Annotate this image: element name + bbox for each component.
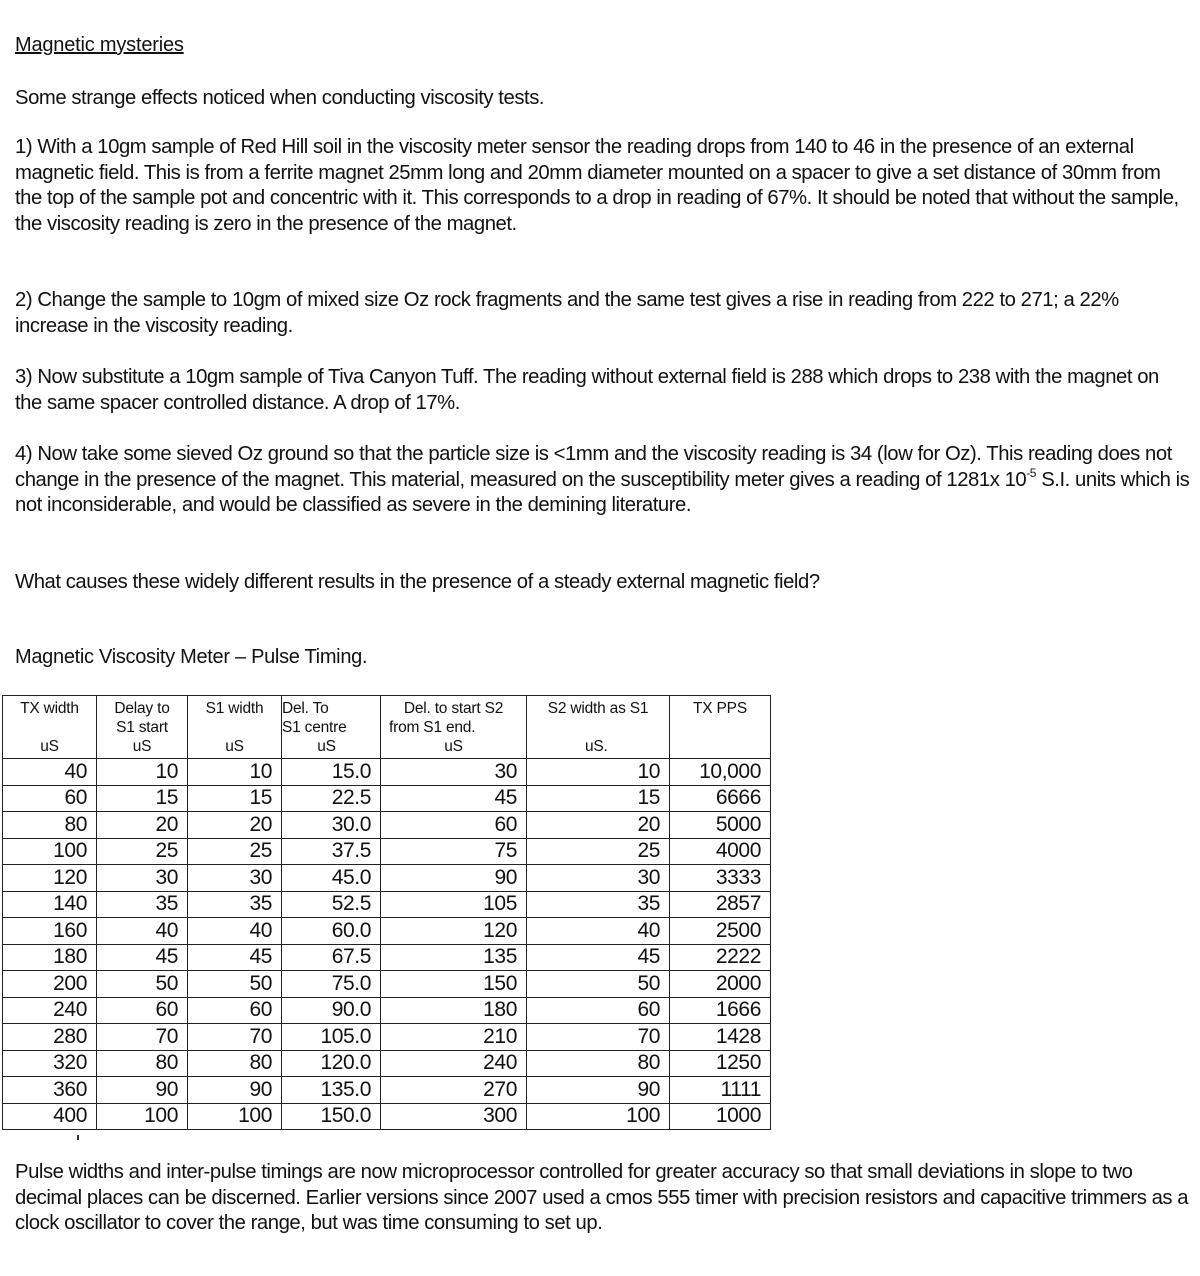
header-del-to-s1-centre: Del. To S1 centre uS	[282, 696, 381, 759]
cell-s1-width: 35	[188, 891, 282, 918]
table-row	[3, 891, 771, 918]
header-delay-to-s1-start: Delay to S1 start uS	[97, 696, 188, 759]
cell-del-to-start-s2: 90	[381, 865, 527, 892]
cell-tx-width: 200	[3, 971, 97, 998]
observation-1: 1) With a 10gm sample of Red Hill soil in the viscosity meter sensor the reading drops from 140 to 46 in the presence of an external magnetic field. This is from a ferrite magnet 25mm long and 20mm diameter mounted on a spacer to give a set distance of 30mm from the top of the sample pot and concentric with it. This corresponds to a drop in reading of 67%. It should be noted that without the sample, the viscosity reading is zero in the presence of the magnet.	[15, 136, 1179, 236]
cell-del-to-s1-centre: 60.0	[282, 918, 381, 945]
table-row	[3, 1050, 771, 1077]
cell-delay-to-s1-start: 40	[97, 918, 188, 945]
cell-del-to-start-s2: 210	[381, 1024, 527, 1051]
cell-s2-width: 50	[527, 971, 670, 998]
cell-tx-width: 360	[3, 1077, 97, 1104]
cell-del-to-start-s2: 75	[381, 838, 527, 865]
cell-s2-width: 70	[527, 1024, 670, 1051]
table-row	[3, 944, 771, 971]
cell-del-to-s1-centre: 135.0	[282, 1077, 381, 1104]
cell-delay-to-s1-start: 30	[97, 865, 188, 892]
cell-tx-width: 140	[3, 891, 97, 918]
cell-del-to-start-s2: 45	[381, 785, 527, 812]
cell-tx-width: 100	[3, 838, 97, 865]
cell-tx-width: 180	[3, 944, 97, 971]
header-s2-width: S2 width as S1 uS.	[527, 696, 670, 759]
cell-s2-width: 90	[527, 1077, 670, 1104]
cell-tx-pps: 2000	[670, 971, 771, 998]
question: What causes these widely different results in the presence of a steady external magnetic field?	[15, 571, 820, 593]
pulse-timing-table	[2, 695, 771, 1130]
cell-s2-width: 20	[527, 812, 670, 839]
cell-s2-width: 40	[527, 918, 670, 945]
cell-s1-width: 100	[188, 1103, 282, 1130]
document-title: Magnetic mysteries	[15, 34, 184, 56]
table-row	[3, 1103, 771, 1130]
table-row	[3, 918, 771, 945]
cell-del-to-start-s2: 270	[381, 1077, 527, 1104]
table-title: Magnetic Viscosity Meter – Pulse Timing.	[15, 646, 368, 668]
cell-tx-width: 400	[3, 1103, 97, 1130]
cell-tx-pps: 1428	[670, 1024, 771, 1051]
cell-tx-width: 160	[3, 918, 97, 945]
cell-s1-width: 50	[188, 971, 282, 998]
cell-tx-pps: 2222	[670, 944, 771, 971]
cell-delay-to-s1-start: 25	[97, 838, 188, 865]
cell-s1-width: 10	[188, 759, 282, 786]
table-row	[3, 812, 771, 839]
cell-del-to-start-s2: 135	[381, 944, 527, 971]
cell-del-to-start-s2: 60	[381, 812, 527, 839]
table-row	[3, 1077, 771, 1104]
cell-del-to-start-s2: 105	[381, 891, 527, 918]
table-row	[3, 971, 771, 998]
cell-tx-pps: 4000	[670, 838, 771, 865]
cell-tx-pps: 5000	[670, 812, 771, 839]
cell-del-to-start-s2: 240	[381, 1050, 527, 1077]
table-row	[3, 759, 771, 786]
cell-del-to-s1-centre: 37.5	[282, 838, 381, 865]
header-tx-pps: TX PPS	[670, 696, 771, 759]
cell-delay-to-s1-start: 60	[97, 997, 188, 1024]
cell-tx-width: 320	[3, 1050, 97, 1077]
cell-del-to-start-s2: 180	[381, 997, 527, 1024]
header-tx-width: TX width uS	[3, 696, 97, 759]
cell-s1-width: 40	[188, 918, 282, 945]
cell-del-to-s1-centre: 120.0	[282, 1050, 381, 1077]
cell-s1-width: 20	[188, 812, 282, 839]
cell-tx-pps: 1250	[670, 1050, 771, 1077]
cell-tx-pps: 1111	[670, 1077, 771, 1104]
cell-s2-width: 100	[527, 1103, 670, 1130]
cell-s2-width: 60	[527, 997, 670, 1024]
table-header-row	[3, 696, 771, 759]
table-row	[3, 865, 771, 892]
cell-tx-pps: 3333	[670, 865, 771, 892]
cell-s2-width: 45	[527, 944, 670, 971]
cell-delay-to-s1-start: 10	[97, 759, 188, 786]
intro-paragraph: Some strange effects noticed when conducting viscosity tests.	[15, 87, 545, 109]
cell-del-to-start-s2: 300	[381, 1103, 527, 1130]
cell-tx-pps: 2500	[670, 918, 771, 945]
cell-delay-to-s1-start: 15	[97, 785, 188, 812]
cell-del-to-s1-centre: 15.0	[282, 759, 381, 786]
observation-4-text: 4) Now take some sieved Oz ground so that the particle size is <1mm and the viscosity reading is 34 (low for Oz). This reading does not change in the presence of the magnet. This material, measured on the susceptibility meter gives a reading of 1281x 10	[15, 443, 1172, 491]
cell-del-to-s1-centre: 45.0	[282, 865, 381, 892]
cell-s1-width: 80	[188, 1050, 282, 1077]
cell-s1-width: 70	[188, 1024, 282, 1051]
cell-tx-width: 240	[3, 997, 97, 1024]
table-row	[3, 838, 771, 865]
observation-4	[15, 442, 1190, 519]
cell-del-to-s1-centre: 67.5	[282, 944, 381, 971]
cell-tx-width: 80	[3, 812, 97, 839]
cell-tx-pps: 10,000	[670, 759, 771, 786]
cell-s2-width: 30	[527, 865, 670, 892]
table-row	[3, 997, 771, 1024]
cell-tx-pps: 6666	[670, 785, 771, 812]
cell-s1-width: 15	[188, 785, 282, 812]
cell-s1-width: 60	[188, 997, 282, 1024]
table-body	[3, 759, 771, 1130]
cell-del-to-start-s2: 120	[381, 918, 527, 945]
scan-mark	[77, 1135, 79, 1140]
cell-tx-pps: 1000	[670, 1103, 771, 1130]
cell-s2-width: 35	[527, 891, 670, 918]
cell-del-to-s1-centre: 22.5	[282, 785, 381, 812]
cell-s2-width: 15	[527, 785, 670, 812]
cell-tx-width: 60	[3, 785, 97, 812]
cell-tx-pps: 1666	[670, 997, 771, 1024]
cell-delay-to-s1-start: 100	[97, 1103, 188, 1130]
cell-del-to-s1-centre: 30.0	[282, 812, 381, 839]
cell-del-to-s1-centre: 52.5	[282, 891, 381, 918]
cell-delay-to-s1-start: 90	[97, 1077, 188, 1104]
cell-tx-width: 40	[3, 759, 97, 786]
cell-delay-to-s1-start: 20	[97, 812, 188, 839]
cell-tx-width: 120	[3, 865, 97, 892]
closing-paragraph: Pulse widths and inter-pulse timings are now microprocessor controlled for greater accuracy so that small deviations in slope to two decimal places can be discerned. Earlier versions since 2007 used a cmos 555 timer with precision resistors and capacitive trimmers as a clock oscillator to cover the range, but was time consuming to set up.	[15, 1161, 1189, 1235]
cell-delay-to-s1-start: 70	[97, 1024, 188, 1051]
cell-del-to-s1-centre: 105.0	[282, 1024, 381, 1051]
cell-s2-width: 80	[527, 1050, 670, 1077]
exponent: -5	[1026, 465, 1037, 480]
cell-delay-to-s1-start: 50	[97, 971, 188, 998]
table-row	[3, 785, 771, 812]
cell-s1-width: 30	[188, 865, 282, 892]
cell-s1-width: 25	[188, 838, 282, 865]
observation-4-text-end: S.I. units which is not inconsiderable, and would be classified as severe in the demining literature.	[15, 468, 1190, 517]
cell-delay-to-s1-start: 45	[97, 944, 188, 971]
cell-tx-width: 280	[3, 1024, 97, 1051]
table-row	[3, 1024, 771, 1051]
cell-del-to-start-s2: 30	[381, 759, 527, 786]
cell-s2-width: 25	[527, 838, 670, 865]
cell-s1-width: 45	[188, 944, 282, 971]
cell-tx-pps: 2857	[670, 891, 771, 918]
header-del-to-start-s2: Del. to start S2 from S1 end. uS	[381, 696, 527, 759]
cell-delay-to-s1-start: 80	[97, 1050, 188, 1077]
cell-delay-to-s1-start: 35	[97, 891, 188, 918]
observation-3: 3) Now substitute a 10gm sample of Tiva Canyon Tuff. The reading without external field is 288 which drops to 238 with the magnet on the same spacer controlled distance. A drop of 17%.	[15, 366, 1159, 414]
header-s1-width: S1 width uS	[188, 696, 282, 759]
cell-del-to-s1-centre: 150.0	[282, 1103, 381, 1130]
cell-s1-width: 90	[188, 1077, 282, 1104]
cell-s2-width: 10	[527, 759, 670, 786]
cell-del-to-s1-centre: 90.0	[282, 997, 381, 1024]
cell-del-to-start-s2: 150	[381, 971, 527, 998]
observation-2: 2) Change the sample to 10gm of mixed size Oz rock fragments and the same test gives a rise in reading from 222 to 271; a 22% increase in the viscosity reading.	[15, 289, 1119, 337]
cell-del-to-s1-centre: 75.0	[282, 971, 381, 998]
